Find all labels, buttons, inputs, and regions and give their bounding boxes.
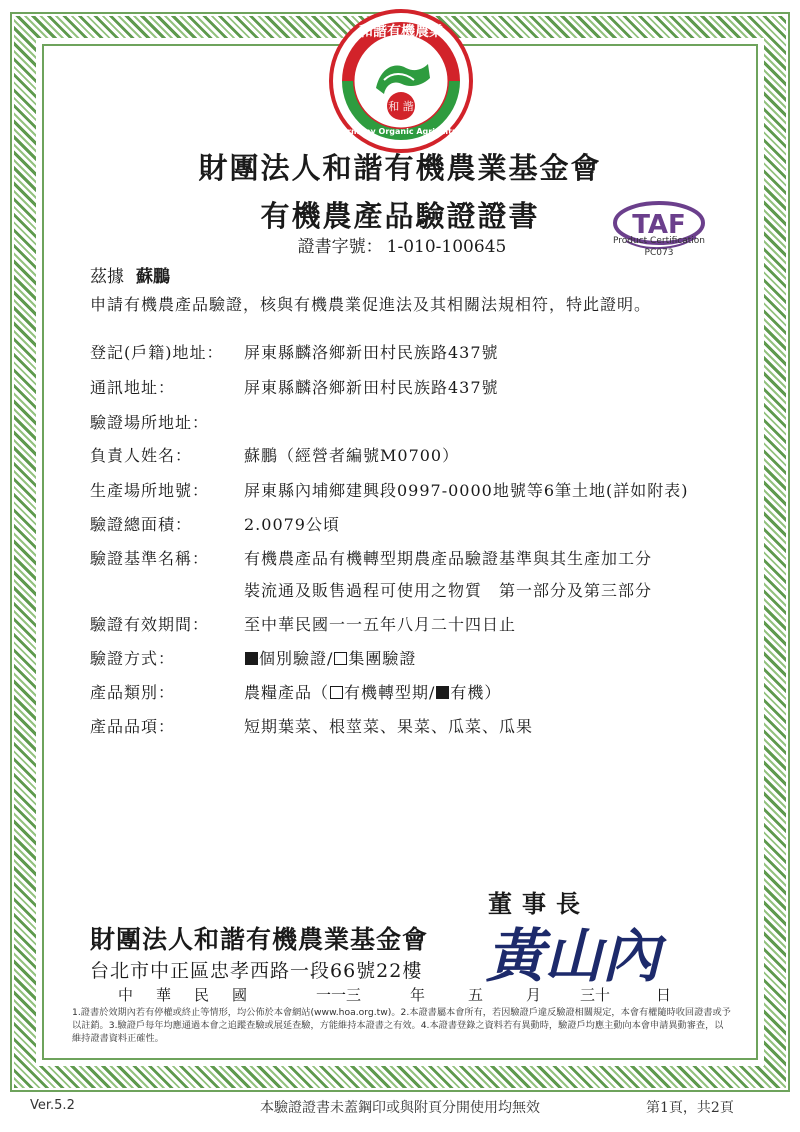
items-value: 短期葉菜、根莖菜、果菜、瓜菜、瓜果 xyxy=(244,717,534,736)
category-organic-text: 有機） xyxy=(450,683,502,702)
responsible-value: 蘇鵬（經營者編號M0700） xyxy=(244,446,460,465)
chairman-title: 董事長 xyxy=(488,889,590,918)
harmony-seal-logo xyxy=(326,6,476,156)
seal-ring-text: Harmony Organic Agriculture xyxy=(334,127,468,136)
taf-code: PC073 xyxy=(644,248,674,258)
date-month: 五 xyxy=(468,986,484,1004)
date-year: 一一三 xyxy=(316,986,362,1004)
registered-address-label: 登記(戶籍)地址： xyxy=(90,343,224,362)
applicant-name: 蘇鵬 xyxy=(136,267,170,287)
certificate-title: 有機農產品驗證證書 xyxy=(260,199,540,233)
category-value xyxy=(244,680,501,703)
signature-text: 黃山內 xyxy=(486,922,661,990)
stamp-validity-note: 本驗證證書未蓋鋼印或與附頁分開使用均無效 xyxy=(260,1100,540,1116)
category-prefix-text: 農糧產品（ xyxy=(244,683,330,702)
registered-address-value: 屏東縣麟洛鄉新田村民族路437號 xyxy=(244,343,499,362)
site-address-label: 驗證場所地址： xyxy=(90,413,210,432)
standard-label: 驗證基準名稱： xyxy=(90,549,210,568)
method-group-text: 集團驗證 xyxy=(348,649,417,668)
taf-product-certification: Product Certification xyxy=(613,236,705,246)
taf-logo-text: TAF xyxy=(632,210,686,240)
date-char-2: 華 xyxy=(156,986,172,1004)
method-individual-text: 個別驗證/ xyxy=(259,649,334,668)
mailing-address-label: 通訊地址： xyxy=(90,378,176,397)
checkbox-organic-checked xyxy=(436,686,449,699)
production-site-value: 屏東縣內埔鄉建興段0997-0000地號等6筆土地(詳如附表) xyxy=(244,481,689,500)
items-label: 產品品項： xyxy=(90,717,176,736)
intro-prefix: 茲據 xyxy=(90,267,124,287)
date-year-unit: 年 xyxy=(410,986,426,1004)
chairman-signature xyxy=(482,910,672,990)
checkbox-individual-checked xyxy=(245,652,258,665)
version-label: Ver.5.2 xyxy=(30,1098,75,1113)
validity-label: 驗證有效期間： xyxy=(90,615,210,634)
date-char-4: 國 xyxy=(232,986,248,1004)
standard-value-line1: 有機農產品有機轉型期農產品驗證基準與其生產加工分 xyxy=(244,549,653,568)
seal-top-text: 和諧有機農業 xyxy=(359,24,443,40)
responsible-label: 負責人姓名： xyxy=(90,446,193,465)
mailing-address-value: 屏東縣麟洛鄉新田村民族路437號 xyxy=(244,378,499,397)
date-day: 三十 xyxy=(580,986,611,1004)
date-char-3: 民 xyxy=(194,986,210,1004)
method-label: 驗證方式： xyxy=(90,649,176,668)
seal-center-text: 和 諧 xyxy=(388,100,414,113)
org-title: 財團法人和諧有機農業基金會 xyxy=(198,151,602,185)
category-transition-text: 有機轉型期/ xyxy=(344,683,436,702)
validity-value: 至中華民國一一五年八月二十四日止 xyxy=(244,615,517,634)
area-value: 2.0079公頃 xyxy=(244,515,340,534)
issuer-address: 台北市中正區忠孝西路一段66號22樓 xyxy=(90,960,423,982)
intro-line xyxy=(90,262,170,287)
category-label: 產品類別： xyxy=(90,683,176,702)
checkbox-transition-unchecked xyxy=(330,686,343,699)
date-month-unit: 月 xyxy=(526,986,542,1004)
checkbox-group-unchecked xyxy=(334,652,347,665)
taf-accreditation-logo xyxy=(604,182,714,272)
certification-statement: 申請有機農產品驗證，核與有機農業促進法及其相關法規相符，特此證明。 xyxy=(90,295,652,314)
production-site-label: 生產場所地號： xyxy=(90,481,210,500)
cert-no-label: 證書字號： xyxy=(297,237,383,257)
method-value xyxy=(244,646,416,669)
date-char-1: 中 xyxy=(118,986,134,1004)
standard-value-line2: 裝流通及販售過程可使用之物質 第一部分及第三部分 xyxy=(244,581,653,600)
date-day-unit: 日 xyxy=(656,986,672,1004)
area-label: 驗證總面積： xyxy=(90,515,193,534)
cert-no-value: 1-010-100645 xyxy=(386,237,507,257)
issuer-org-name: 財團法人和諧有機農業基金會 xyxy=(90,925,429,954)
certificate-notes: 1.證書於效期內若有停權或終止等情形，均公佈於本會網站(www.hoa.org.tw)。2.本證書屬本會所有，若因驗證戶違反驗證相關規定，本會有權隨時收回證書或予以註銷。3.驗證戶每年均應通過本會之追蹤查驗或展延查驗，方能維持本證書之有效。4.本證書登錄之資料若有異動時，驗證戶均應主動向本會申請異動審查，以維持證書資料正確性。 xyxy=(72,1007,731,1044)
page-indicator: 第1頁，共2頁 xyxy=(646,1100,734,1116)
